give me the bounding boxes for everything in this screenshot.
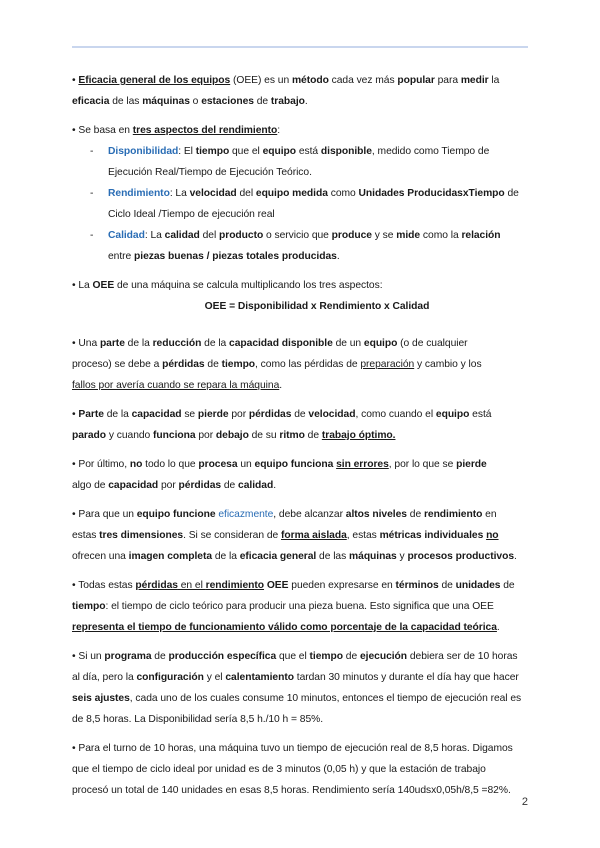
- bullet: •: [72, 509, 76, 520]
- text: entre: [108, 251, 135, 262]
- text: máquinas: [349, 551, 397, 562]
- text: de: [500, 580, 515, 591]
- text: de la: [201, 338, 230, 349]
- text: producto: [219, 230, 264, 241]
- text: de: [204, 359, 222, 370]
- text: popular: [397, 75, 435, 86]
- text-line: [108, 246, 542, 267]
- text-line: [72, 596, 542, 617]
- text: mide: [396, 230, 421, 241]
- text-line: [72, 504, 542, 525]
- text-line: [72, 333, 542, 354]
- text-line: [72, 646, 542, 667]
- text: estas: [72, 530, 100, 541]
- text: OEE: [266, 580, 289, 591]
- text: máquinas: [142, 96, 190, 107]
- text: métricas individuales: [379, 530, 484, 541]
- text: .: [496, 622, 500, 633]
- text: de la: [124, 338, 153, 349]
- bullet: •: [72, 125, 76, 136]
- text-line: [72, 375, 542, 396]
- text: del: [236, 188, 256, 199]
- text: y se: [371, 230, 397, 241]
- text: calidad: [238, 480, 274, 491]
- text: unidades: [455, 580, 501, 591]
- text-line: [72, 546, 542, 567]
- dash-marker: -: [90, 188, 94, 199]
- text: de: [343, 651, 360, 662]
- text: velocidad: [308, 409, 356, 420]
- text: trabajo: [270, 96, 305, 107]
- paragraph-time-units: [72, 575, 542, 638]
- text-line: que el tiempo de ciclo ideal por unidad es de 3 minutos (0,05 h) y que la estación de trabajo: [72, 764, 486, 775]
- bullet: •: [72, 580, 76, 591]
- text: tres dimensiones: [99, 530, 184, 541]
- text: calentamiento: [225, 672, 294, 683]
- text-line: [72, 575, 542, 596]
- text: ejecución: [359, 651, 408, 662]
- text: proceso) se debe a: [72, 359, 163, 370]
- text: Una: [78, 338, 100, 349]
- paragraph-three-dimensions: [72, 504, 542, 567]
- text: :: [277, 125, 281, 136]
- text: o: [189, 96, 202, 107]
- page-content: [72, 70, 542, 809]
- text: : La: [144, 230, 165, 241]
- text: forma aislada: [281, 530, 347, 541]
- text: tres aspectos del rendimiento: [132, 125, 278, 136]
- text: reducción: [152, 338, 202, 349]
- text: pérdidas: [248, 409, 292, 420]
- text: que el: [229, 146, 263, 157]
- text-line: [72, 404, 542, 425]
- text: , como las pérdidas de: [255, 359, 361, 370]
- text: ofrecen una: [72, 551, 129, 562]
- text: términos: [395, 580, 439, 591]
- text: capacidad disponible: [229, 338, 333, 349]
- text: al día, pero la: [72, 672, 137, 683]
- text: representa el tiempo de funcionamiento válido como porcentaje de la capacidad teórica: [72, 622, 497, 633]
- text: imagen completa: [128, 551, 213, 562]
- text: pueden expresarse en: [288, 580, 396, 591]
- text: capacidad: [131, 409, 182, 420]
- text: como la: [420, 230, 462, 241]
- text-line: [72, 120, 542, 141]
- text: eficacia general: [239, 551, 317, 562]
- text: : El: [178, 146, 196, 157]
- text: de la: [103, 409, 132, 420]
- paragraph-speed-losses: [72, 404, 542, 446]
- bullet: •: [72, 459, 76, 470]
- text: está: [296, 146, 321, 157]
- text: rendimiento: [205, 580, 265, 591]
- text: y cuando: [106, 430, 154, 441]
- text: .: [336, 251, 340, 262]
- paragraph-time-losses: [72, 333, 542, 396]
- text: , por lo que se: [388, 459, 457, 470]
- text: : el tiempo de ciclo teórico para producir una pieza buena. Esto significa que una OEE: [105, 601, 494, 612]
- text: velocidad: [189, 188, 237, 199]
- text: algo de: [72, 480, 109, 491]
- text: tiempo: [195, 146, 230, 157]
- text-line: [72, 475, 542, 496]
- text: método: [291, 75, 329, 86]
- text: , como cuando el: [355, 409, 436, 420]
- text: Para el turno de 10 horas, una máquina tuvo un tiempo de ejecución real de 8,5 horas. Digamos: [78, 743, 513, 754]
- text: por: [195, 430, 216, 441]
- text: que el: [276, 651, 310, 662]
- text: Todas estas: [78, 580, 136, 591]
- bullet: •: [72, 75, 76, 86]
- bullet: •: [72, 409, 76, 420]
- paragraph-performance-example: [72, 738, 542, 801]
- text: por: [158, 480, 179, 491]
- text: de: [406, 509, 424, 520]
- text: o servicio que: [263, 230, 332, 241]
- text: parte: [99, 338, 125, 349]
- text-line: [108, 183, 542, 204]
- text: y el: [203, 672, 226, 683]
- paragraph-three-aspects: [72, 120, 542, 267]
- text: está: [469, 409, 492, 420]
- text: y: [396, 551, 408, 562]
- text-line: [72, 688, 542, 709]
- text: de: [221, 480, 239, 491]
- text: Por último,: [78, 459, 130, 470]
- text: , debe alcanzar: [273, 509, 346, 520]
- text: .: [514, 551, 517, 562]
- term-oee: Eficacia general de los equipos: [78, 75, 231, 86]
- dash-marker: -: [90, 146, 94, 157]
- text: la: [488, 75, 500, 86]
- text: estaciones: [201, 96, 254, 107]
- text: Unidades ProducidasxTiempo: [358, 188, 505, 199]
- text-line: [72, 738, 542, 759]
- text-line: de 8,5 horas. La Disponibilidad sería 8,5 h./10 h = 85%.: [72, 714, 324, 725]
- text: se: [181, 409, 198, 420]
- text: parado: [72, 430, 107, 441]
- text: .: [304, 96, 308, 107]
- text: tardan 30 minutos y durante el día hay que hacer: [293, 672, 519, 683]
- text: medir: [460, 75, 489, 86]
- text: tiempo: [309, 651, 343, 662]
- text: no: [129, 459, 143, 470]
- text: Se basa en: [78, 125, 133, 136]
- text: y cambio y los: [414, 359, 482, 370]
- text: de una máquina se calcula multiplicando los tres aspectos:: [114, 280, 383, 291]
- text: trabajo óptimo.: [321, 430, 396, 441]
- list-item-rendimiento: [72, 183, 542, 225]
- text: de su: [248, 430, 280, 441]
- text: relación: [461, 230, 501, 241]
- text: de las: [109, 96, 143, 107]
- text: de: [504, 188, 519, 199]
- text: preparación: [360, 359, 415, 370]
- text: del: [199, 230, 219, 241]
- text: . Si se consideran de: [183, 530, 282, 541]
- text-line: [72, 617, 542, 638]
- text: Para que un: [78, 509, 137, 520]
- text: (o de cualquier: [397, 338, 468, 349]
- text-line: [72, 425, 542, 446]
- paragraph-availability-example: [72, 646, 542, 730]
- text: , estas: [346, 530, 380, 541]
- text: de: [151, 651, 169, 662]
- text: piezas buenas / piezas totales producidas: [134, 251, 337, 262]
- dash-marker: -: [90, 230, 94, 241]
- text: no: [486, 530, 499, 541]
- text: de las: [316, 551, 350, 562]
- term-label: Calidad: [108, 230, 145, 241]
- text: altos niveles: [345, 509, 407, 520]
- text: .: [279, 380, 283, 391]
- text-line: [108, 141, 542, 162]
- bullet: •: [72, 338, 76, 349]
- text: programa: [104, 651, 152, 662]
- text: eficacia: [72, 96, 110, 107]
- text: equipo medida: [255, 188, 328, 199]
- text: sin errores: [336, 459, 389, 470]
- text: produce: [331, 230, 372, 241]
- text: configuración: [136, 672, 204, 683]
- text: Parte: [78, 409, 104, 420]
- text-line: [108, 225, 542, 246]
- text: tiempo: [72, 601, 106, 612]
- text: .: [273, 480, 276, 491]
- text: en: [482, 509, 497, 520]
- text-line: [72, 454, 542, 475]
- term-label: Rendimiento: [108, 188, 170, 199]
- text: seis ajustes: [72, 693, 130, 704]
- page-number: 2: [521, 796, 528, 808]
- list-item-calidad: [72, 225, 542, 267]
- text: (OEE) es un: [230, 75, 292, 86]
- bullet: •: [72, 743, 76, 754]
- text: de: [253, 96, 271, 107]
- text: pérdidas: [162, 359, 205, 370]
- text: , medido como Tiempo de: [371, 146, 490, 157]
- bullet: •: [72, 280, 76, 291]
- text: pierde: [456, 459, 487, 470]
- text: disponible: [320, 146, 372, 157]
- text: pérdidas: [135, 580, 178, 591]
- text: : La: [169, 188, 190, 199]
- text-line: [72, 667, 542, 688]
- text: procesos productivos: [407, 551, 515, 562]
- formula: OEE = Disponibilidad x Rendimiento x Calidad: [204, 301, 430, 312]
- text: un: [237, 459, 255, 470]
- bullet: •: [72, 651, 76, 662]
- text-line: [72, 525, 542, 546]
- text: Si un: [78, 651, 105, 662]
- text-line: [72, 91, 542, 112]
- text-line: [72, 354, 542, 375]
- text: de: [291, 409, 309, 420]
- text-line: Ejecución Real/Tiempo de Ejecución Teórico.: [108, 167, 312, 178]
- text: OEE: [92, 280, 115, 291]
- list-item-disponibilidad: [72, 141, 542, 183]
- text: procesa: [198, 459, 238, 470]
- paragraph-quality-losses: [72, 454, 542, 496]
- text-line: [72, 275, 542, 296]
- text: pérdidas: [178, 480, 222, 491]
- text-line: Ciclo Ideal /Tiempo de ejecución real: [108, 209, 275, 220]
- text: de un: [332, 338, 364, 349]
- term-label: Disponibilidad: [108, 146, 179, 157]
- text: La: [78, 280, 93, 291]
- text: equipo: [262, 146, 297, 157]
- paragraph-oee-definition: [72, 70, 542, 112]
- text: rendimiento: [423, 509, 483, 520]
- text: capacidad: [108, 480, 159, 491]
- text: funciona: [153, 430, 196, 441]
- text: por: [228, 409, 249, 420]
- paragraph-oee-formula: [72, 275, 542, 317]
- text: producción específica: [168, 651, 277, 662]
- text: cada vez más: [328, 75, 398, 86]
- text: de: [304, 430, 322, 441]
- text: ritmo: [279, 430, 305, 441]
- text: en el: [177, 580, 206, 591]
- text: para: [434, 75, 461, 86]
- text: eficazmente: [218, 509, 274, 520]
- text: equipo: [363, 338, 398, 349]
- text: pierde: [197, 409, 229, 420]
- text-line: procesó un total de 140 unidades en esas 8,5 horas. Rendimiento sería 140udsx0,05h/8,5 =82%.: [72, 785, 511, 796]
- text: equipo funcione: [136, 509, 216, 520]
- text: fallos por avería cuando se repara la máquina: [72, 380, 280, 391]
- text: equipo: [435, 409, 470, 420]
- text: debiera ser de 10 horas: [407, 651, 518, 662]
- text: de la: [212, 551, 240, 562]
- text: todo lo que: [142, 459, 199, 470]
- text: , cada uno de los cuales consume 10 minutos, entonces el tiempo de ejecución real es: [129, 693, 522, 704]
- text: equipo funciona: [254, 459, 334, 470]
- header-rule: [72, 46, 528, 48]
- text: tiempo: [221, 359, 256, 370]
- text: calidad: [164, 230, 200, 241]
- text: debajo: [215, 430, 249, 441]
- text: de: [438, 580, 456, 591]
- text: como: [327, 188, 359, 199]
- text-line: [72, 70, 542, 91]
